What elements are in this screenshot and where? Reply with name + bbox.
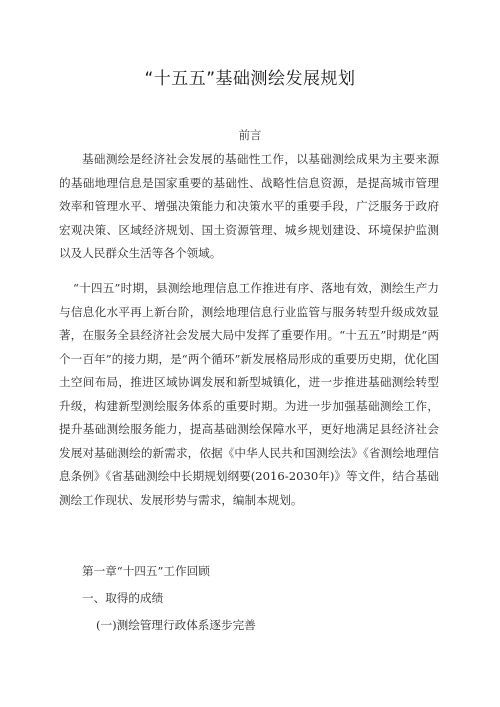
preface-heading: 前言 xyxy=(238,128,262,142)
section-heading: 一、取得的成绩 xyxy=(82,591,164,605)
document-title: “十五五”基础测绘发展规划 xyxy=(144,69,356,89)
paragraph-intro: 基础测绘是经济社会发展的基础性工作，以基础测绘成果为主要来源的基础地理信息是国家重要的基础性、战略性信息资源，是提高城市管理效率和管理水平、增强决策能力和决策水平的重要手段，广泛服务于政府宏观决策、区域经济规划、国土资源管理、城乡规划建设、环境保护监测以及人民群众生活等各个领域。 xyxy=(59,152,439,260)
subsection-heading: (一)测绘管理行政体系逐步完善 xyxy=(96,618,256,632)
paragraph-background: “十四五”时期，县测绘地理信息工作推进有序、落地有效，测绘生产力与信息化水平再上新台阶，测绘地理信息行业监管与服务转型升级成效显著，在服务全县经济社会发展大局中发挥了重要作用。“十五五”时期是“两个一百年”的接力期，是“两个循环”新发展格局形成的重要历史期，优化国土空间布局，推进区域协调发展和新型城镇化，进一步推进基础测绘转型升级，构建新型测绘服务体系的重要时期。为进一步加强基础测绘工作，提升基础测绘服务能力，提高基础测绘保障水平，更好地满足县经济社会发展对基础测绘的新需求，依据《中华人民共和国测绘法》《省测绘地理信息条例》《省基础测绘中长期规划纲要(2016-2030年)》等文件，结合基础测绘工作现状、发展形势与需求，编制本规划。 xyxy=(59,281,439,507)
chapter-heading: 第一章“十四五”工作回顾 xyxy=(82,564,210,578)
